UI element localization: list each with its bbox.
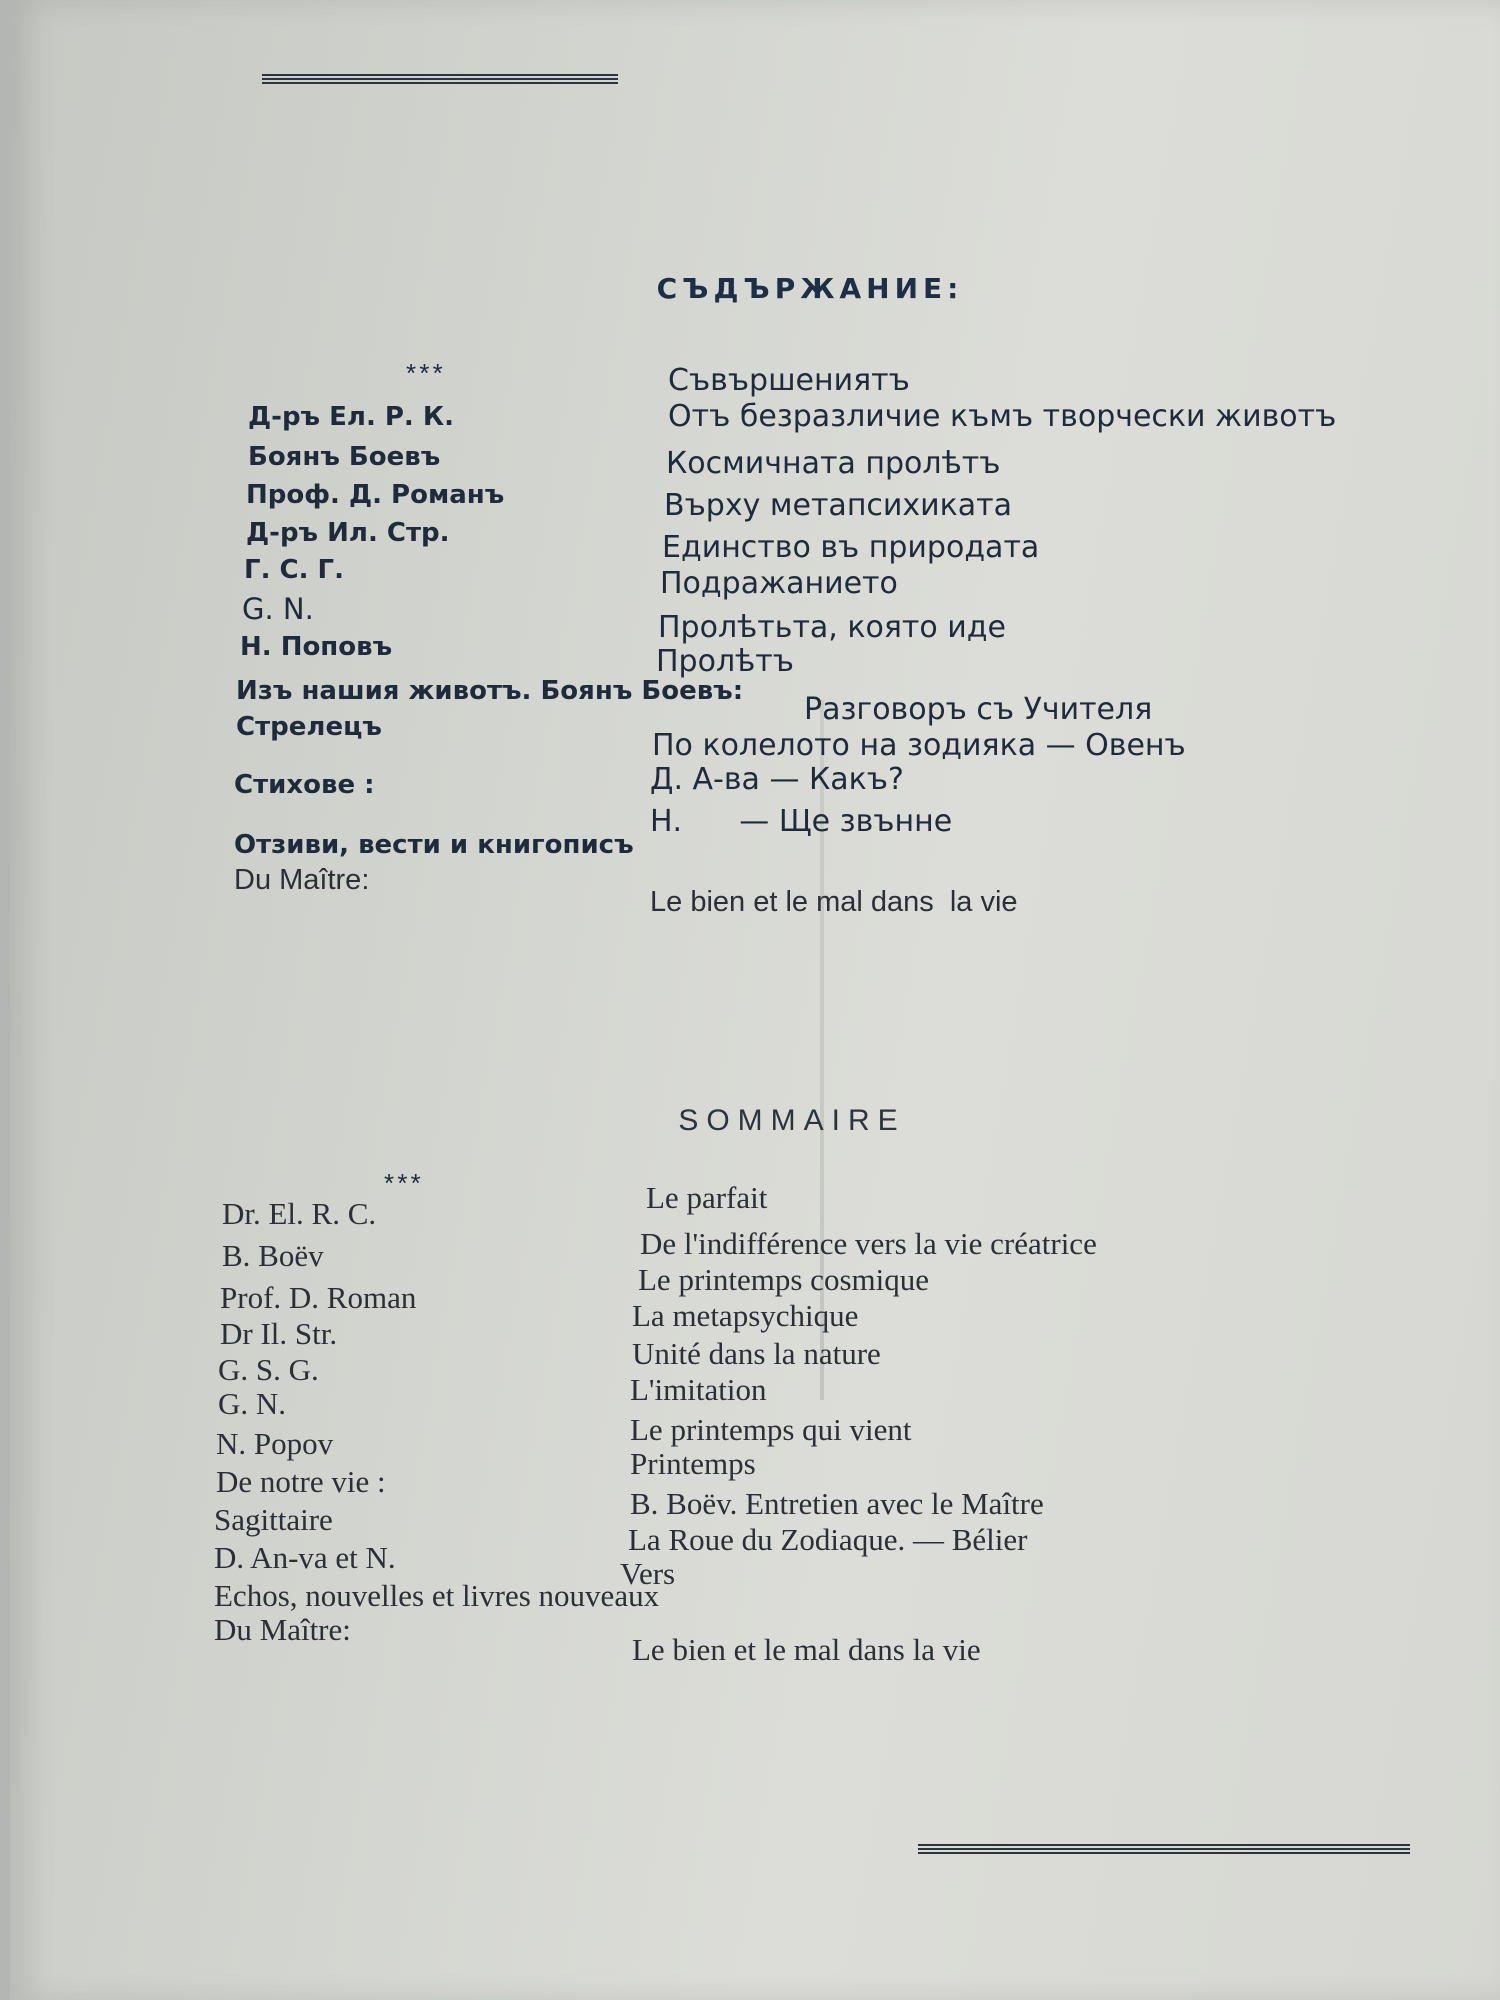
bg-title: Д. А-ва — Какъ?: [650, 762, 904, 797]
fr-author: Sagittaire: [214, 1502, 333, 1537]
fr-author: N. Popov: [216, 1426, 334, 1461]
fr-title: Le bien et le mal dans la vie: [632, 1632, 981, 1667]
bg-title: Единство въ природата: [662, 530, 1040, 565]
bg-asterism: * * *: [406, 358, 441, 388]
bg-author: Отзиви, вести и книгописъ: [234, 830, 634, 860]
bg-title: Пролѣтъ: [656, 644, 794, 679]
fr-author: Dr Il. Str.: [220, 1316, 338, 1351]
bg-title: Разговоръ съ Учителя: [804, 692, 1153, 727]
fr-author: D. An-va et N.: [214, 1540, 396, 1575]
bg-title: Подражанието: [660, 566, 898, 601]
fr-author: G. N.: [218, 1386, 287, 1421]
fr-title: La metapsychique: [632, 1298, 859, 1333]
bg-author: G. N.: [242, 592, 314, 626]
fr-author: G. S. G.: [218, 1352, 319, 1387]
bg-author: Г. С. Г.: [244, 555, 344, 585]
top-ornamental-rule: [262, 74, 618, 84]
fr-title: L'imitation: [630, 1372, 767, 1407]
fr-title: Le printemps qui vient: [630, 1412, 912, 1447]
bg-author: Изъ нашия животъ. Боянъ Боевъ:: [236, 676, 744, 706]
bg-title: Космичната пролѣтъ: [666, 446, 1001, 481]
bg-title: Н. — Ще звънне: [650, 804, 953, 839]
fr-title: Vers: [620, 1556, 676, 1591]
bg-title: Съвършениятъ: [668, 363, 910, 398]
fr-author: Du Maître:: [214, 1612, 351, 1647]
bottom-ornamental-rule: [918, 1844, 1410, 1854]
bg-contents-heading: СЪДЪРЖАНИЕ:: [656, 272, 964, 305]
fr-author: Prof. D. Roman: [220, 1280, 417, 1315]
bg-title: Le bien et le mal dans la vie: [650, 886, 1018, 918]
bg-author: Боянъ Боевъ: [248, 442, 441, 472]
fr-title: Printemps: [630, 1446, 756, 1481]
bg-author: Д-ръ Ил. Стр.: [246, 518, 450, 548]
bg-title: Пролѣтьта, която иде: [658, 610, 1006, 645]
fr-author: Dr. El. R. C.: [222, 1196, 377, 1231]
fr-title: De l'indifférence vers la vie créatrice: [640, 1226, 1097, 1261]
fr-title: Le parfait: [646, 1180, 768, 1215]
fr-title: La Roue du Zodiaque. — Bélier: [628, 1522, 1028, 1557]
fr-author: Echos, nouvelles et livres nouveaux: [214, 1578, 660, 1613]
bg-title: Върху метапсихиката: [664, 488, 1013, 523]
bg-author: Д-ръ Ел. Р. К.: [248, 402, 454, 432]
bg-author: Du Maître:: [234, 864, 370, 896]
fr-asterism: * * *: [384, 1168, 419, 1198]
bg-author: Стрелецъ: [236, 712, 382, 742]
fr-title: B. Boëv. Entretien avec le Maître: [630, 1486, 1044, 1521]
fr-author: De notre vie :: [216, 1464, 386, 1499]
fr-contents-heading: SOMMAIRE: [678, 1104, 906, 1137]
bg-author: Стихове :: [234, 770, 375, 800]
bg-author: Проф. Д. Романъ: [246, 480, 505, 510]
fr-title: Le printemps cosmique: [638, 1262, 929, 1297]
fr-author: B. Boëv: [222, 1238, 324, 1273]
bg-title: Отъ безразличие къмъ творчески животъ: [668, 399, 1337, 434]
bg-author: Н. Поповъ: [240, 632, 393, 662]
fr-title: Unité dans la nature: [632, 1336, 881, 1371]
bg-title: По колелото на зодияка — Овенъ: [652, 728, 1186, 763]
